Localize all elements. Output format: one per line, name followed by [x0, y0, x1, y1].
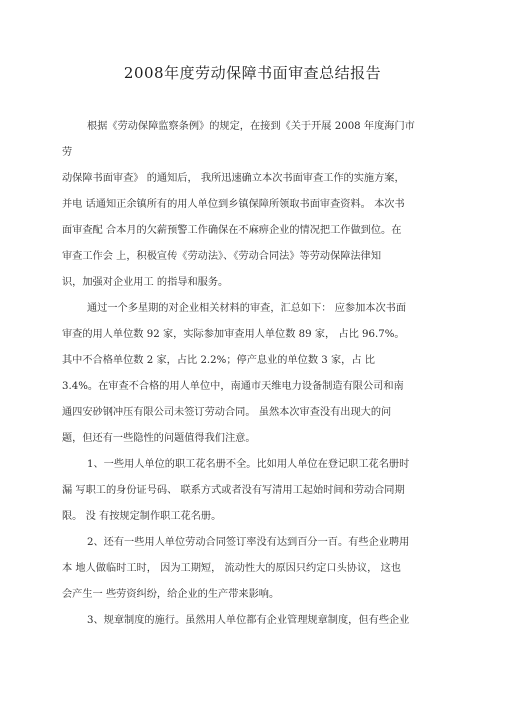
text-line: 通四安砂钢冲压有限公司未签订劳动合同。 虽然本次审查没有出现大的问	[62, 407, 392, 418]
text-line: 审查的用人单位数 92 家，实际参加审查用人单位数 89 家， 占比 96.7%。	[62, 329, 405, 340]
text-line: 2、还有一些用人单位劳动合同签订率没有达到百分一百。有些企业聘用	[87, 537, 410, 548]
text-line: 题，但还有一些隐性的问题值得我们注意。	[62, 433, 256, 444]
text-line: 识，加强对企业用工 的指导和服务。	[62, 277, 229, 288]
text-line: 通过一个多星期的对企业相关材料的审查，汇总如下： 应参加本次书面	[87, 303, 407, 314]
text-line: 限。 没 有按规定制作职工花名册。	[62, 511, 222, 522]
text-line: 审查工作会 上，积极宣传《劳动法》、《劳动合同法》等劳动保障法律知	[62, 251, 382, 262]
text-line: 3.4%。在审查不合格的用人单位中，南通市天维电力设备制造有限公司和南	[62, 381, 404, 392]
text-line: 其中不合格单位数 2 家，占比 2.2%；停产息业的单位数 3 家，占 比	[62, 355, 375, 366]
text-line: 会产生一 些劳资纠纷，给企业的生产带来影响。	[62, 589, 280, 600]
text-line: 漏 写职工的身份证号码、 联系方式或者没有写清用工起始时间和劳动合同期	[62, 485, 405, 496]
text-line: 劳	[62, 147, 73, 158]
page-title: 2008年度劳动保障书面审查总结报告	[123, 64, 382, 82]
text-line: 1、一些用人单位的职工花名册不全。比如用人单位在登记职工花名册时	[87, 459, 410, 470]
text-line: 动保障书面审查》 的通知后， 我所迅速确立本次书面审查工作的实施方案，	[62, 173, 405, 184]
text-line: 面审查配 合本月的欠薪预警工作确保在不麻痹企业的情况把工作做到位。在	[62, 225, 402, 236]
text-line: 并电 话通知正余镇所有的用人单位到乡镇保障所领取书面审查资料。 本次书	[62, 199, 405, 210]
text-line: 本 地人做临时工时， 因为工期短， 流动性大的原因只约定口头协议， 这也	[62, 563, 401, 574]
text-line: 根据《劳动保障监察条例》的规定，在接到《关于开展 2008 年度海门市	[87, 121, 415, 132]
text-line: 3、规章制度的施行。虽然用人单位都有企业管理规章制度，但有些企业	[87, 615, 410, 626]
